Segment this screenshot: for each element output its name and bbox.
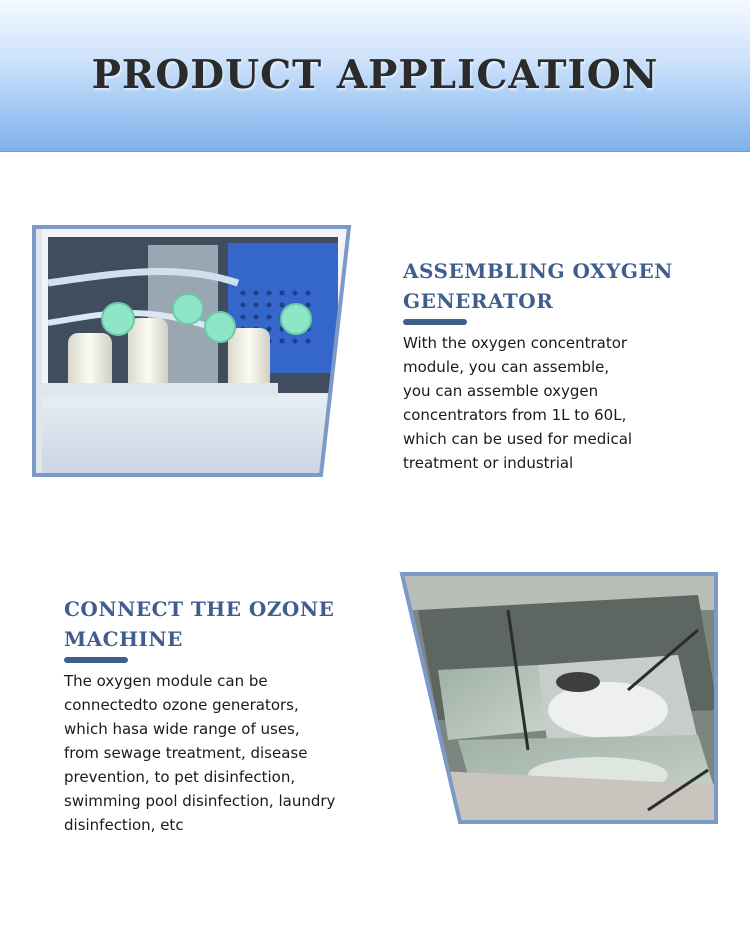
body-line: you can assemble oxygen	[403, 382, 599, 400]
heading-line: GENERATOR	[403, 289, 554, 313]
body-line: from sewage treatment, disease	[64, 744, 308, 762]
heading-line: CONNECT THE OZONE	[64, 597, 335, 621]
body-line: module, you can assemble,	[403, 358, 610, 376]
body-line: The oxygen module can be	[64, 672, 268, 690]
section-heading-assembling	[403, 256, 723, 316]
body-line: treatment or industrial	[403, 454, 574, 472]
section-body-assembling	[403, 331, 632, 475]
header-banner	[0, 0, 750, 152]
section-heading-ozone	[64, 594, 384, 654]
body-line: With the oxygen concentrator	[403, 334, 628, 352]
section-body-ozone	[64, 669, 335, 837]
page-title: PRODUCT APPLICATION	[91, 52, 659, 98]
body-line: connectedto ozone generators,	[64, 696, 299, 714]
body-line: concentrators from 1L to 60L,	[403, 406, 627, 424]
oxygen-generator-photo	[28, 223, 353, 481]
body-line: prevention, to pet disinfection,	[64, 768, 296, 786]
heading-line: MACHINE	[64, 627, 183, 651]
accent-divider	[403, 319, 467, 325]
accent-divider	[64, 657, 128, 663]
body-line: disinfection, etc	[64, 816, 184, 834]
body-line: swimming pool disinfection, laundry	[64, 792, 336, 810]
sewage-tank-photo	[398, 570, 721, 827]
body-line: which hasa wide range of uses,	[64, 720, 300, 738]
heading-line: ASSEMBLING OXYGEN	[403, 259, 673, 283]
body-line: which can be used for medical	[403, 430, 633, 448]
